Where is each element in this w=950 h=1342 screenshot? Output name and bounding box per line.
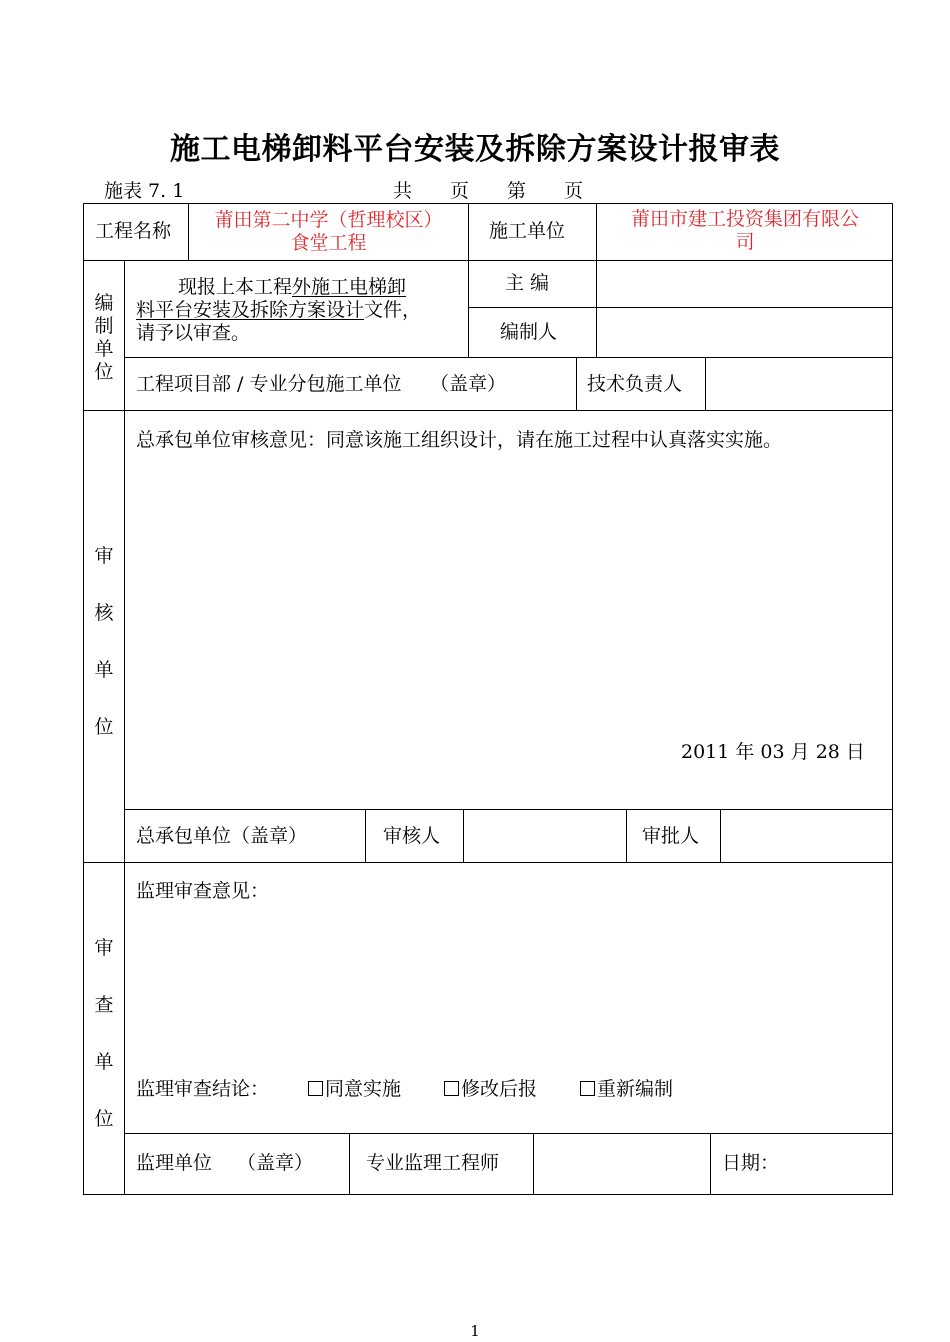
- page-info: 共 页 第 页: [393, 180, 584, 202]
- option-revise[interactable]: 修改后报: [444, 1078, 537, 1101]
- option-recompile[interactable]: 重新编制: [580, 1078, 673, 1101]
- construction-unit-label: 施工单位: [489, 220, 566, 242]
- compiler-label: 编制人: [500, 321, 558, 343]
- checkbox-icon[interactable]: [308, 1081, 323, 1096]
- supervision-conclusion-label: 监理审查结论：: [136, 1078, 270, 1100]
- supervising-engineer-label: 专业监理工程师: [366, 1152, 500, 1174]
- page-title: 施工电梯卸料平台安装及拆除方案设计报审表: [170, 132, 780, 167]
- option-agree[interactable]: 同意实施: [308, 1078, 401, 1101]
- date-label: 日期：: [722, 1152, 780, 1174]
- contractor-stamp-label: 总承包单位（盖章）: [136, 825, 308, 847]
- review-date: 2011 年 03 月 28 日: [681, 741, 865, 763]
- page-number: 1: [470, 1322, 480, 1340]
- project-name-value: 莆田第二中学（哲理校区） 食堂工程: [214, 209, 443, 254]
- reviewer-label: 审核人: [383, 825, 441, 847]
- submission-text: 现报上本工程外施工电梯卸 料平台安装及拆除方案设计文件， 请予以审查。: [136, 276, 422, 344]
- checkbox-icon[interactable]: [580, 1081, 595, 1096]
- supervision-opinion-label: 监理审查意见：: [136, 880, 270, 902]
- project-dept-label: 工程项目部 / 专业分包施工单位 （盖章）: [136, 373, 506, 395]
- project-name-label: 工程名称: [95, 220, 172, 242]
- construction-unit-value: 莆田市建工投资集团有限公 司: [630, 208, 859, 253]
- form-code: 施表 7. 1: [104, 180, 185, 202]
- inspection-section-label: 审 查 单 位: [94, 937, 114, 1130]
- supervision-unit-label: 监理单位 （盖章）: [136, 1152, 314, 1174]
- tech-lead-label: 技术负责人: [587, 373, 683, 395]
- approver-label: 审批人: [642, 825, 700, 847]
- chief-editor-label: 主 编: [505, 272, 550, 294]
- checkbox-icon[interactable]: [444, 1081, 459, 1096]
- contractor-opinion: 总承包单位审核意见：同意该施工组织设计，请在施工过程中认真落实实施。: [136, 429, 783, 451]
- prep-section-label: 编 制 单 位: [94, 292, 114, 383]
- review-section-label: 审 核 单 位: [94, 545, 114, 738]
